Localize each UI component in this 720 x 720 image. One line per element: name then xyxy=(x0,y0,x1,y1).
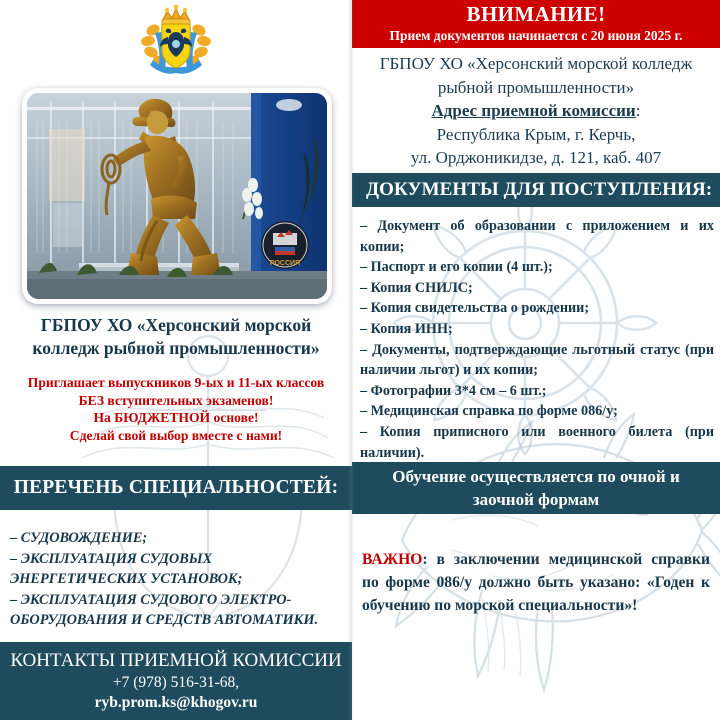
invitation-line: Сделай свой выбор вместе с нами! xyxy=(69,427,283,443)
invitation-block xyxy=(10,374,342,444)
invitation-line: На БЮДЖЕТНОЙ основе! xyxy=(93,410,259,425)
document-item: – Копия приписного или военного билета (при наличии). xyxy=(360,423,714,461)
document-item: – Документ об образовании с приложением и их копии; xyxy=(360,218,714,255)
document-item: – Паспорт и его копии (4 шт.); xyxy=(360,259,553,276)
statue-photo-image xyxy=(27,93,327,299)
attention-banner xyxy=(352,0,720,48)
address-line-2: ул. Орджоникидзе, д. 121, каб. 407 xyxy=(410,148,662,167)
contacts-title: КОНТАКТЫ ПРИЕМНОЙ КОМИССИИ xyxy=(10,650,342,671)
study-forms-bar xyxy=(352,462,720,514)
crown-part xyxy=(162,5,190,24)
document-item: – Копия свидетельства о рождении; xyxy=(360,300,590,317)
contacts-bar xyxy=(0,642,352,720)
statue-photo xyxy=(22,88,332,304)
attention-subtitle: Прием документов начинается с 20 июня 2025 г. xyxy=(389,28,683,43)
specialty-item: – ЭКСПЛУАТАЦИЯ СУДОВОГО ЭЛЕКТРО-ОБОРУДОВАНИЯ И СРЕДСТВ АВТОМАТИКИ. xyxy=(10,591,319,628)
invitation-line: Приглашает выпускников 9-ых и 11-ых классов xyxy=(27,375,325,390)
important-note xyxy=(362,548,710,617)
important-keyword: ВАЖНО xyxy=(362,551,423,568)
rossiya-badge-icon xyxy=(261,221,309,269)
specialties-header-bar: ПЕРЕЧЕНЬ СПЕЦИАЛЬНОСТЕЙ: xyxy=(0,466,352,510)
specialty-item: – ЭКСПЛУАТАЦИЯ СУДОВЫХ ЭНЕРГЕТИЧЕСКИХ УСТАНОВОК; xyxy=(10,550,243,587)
college-name: ГБПОУ ХО «Херсонский морской колледж рыбной промышленности» xyxy=(32,315,320,358)
documents-header-bar: ДОКУМЕНТЫ ДЛЯ ПОСТУПЛЕНИЯ: xyxy=(352,173,720,207)
document-item: – Медицинская справка по форме 086/у; xyxy=(360,403,618,420)
contacts-email[interactable]: ryb.prom.ks@khogov.ru xyxy=(94,694,258,711)
study-forms-text xyxy=(392,465,680,511)
study-forms-line-1: Обучение осуществляется по очной и xyxy=(392,467,680,486)
invitation-line: БЕЗ вступительных экзаменов! xyxy=(78,392,274,408)
eagle-shield-part xyxy=(171,39,180,48)
right-column xyxy=(352,0,720,720)
org-line-2: рыбной промышленности» xyxy=(437,77,635,97)
study-forms-line-2: заочной формам xyxy=(472,490,600,509)
address-block xyxy=(360,52,712,170)
attention-title: ВНИМАНИЕ! xyxy=(466,2,606,26)
document-item: – Копия СНИЛС; xyxy=(360,279,473,296)
svg-text:РОССИЯ: РОССИЯ xyxy=(269,260,301,267)
address-label: Адрес приемной комиссии xyxy=(431,101,636,120)
document-item: – Фотографии 3*4 см – 6 шт.; xyxy=(360,382,547,399)
documents-ul xyxy=(360,216,714,463)
specialty-item: – СУДОВОЖДЕНИЕ; xyxy=(10,530,148,546)
coat-of-arms-container xyxy=(0,2,352,78)
contacts-phone[interactable]: +7 (978) 516-31-68, xyxy=(112,674,240,691)
document-item: – Копия ИНН; xyxy=(360,320,453,337)
left-column xyxy=(0,0,352,720)
documents-list xyxy=(360,216,714,463)
important-text: : в заключении медицинской справки по форме 086/у должно быть указано: «Годен к обучению по морской специальности»! xyxy=(362,551,710,614)
kherson-oblast-coat-of-arms-icon xyxy=(137,3,215,77)
address-line-1: Республика Крым, г. Керчь, xyxy=(436,124,636,144)
address-label-row xyxy=(360,99,712,123)
specialties-list xyxy=(10,528,346,631)
document-item: – Документы, подтверждающие льготный статус (при наличии льгот) и их копии; xyxy=(360,341,714,379)
address-colon: : xyxy=(635,101,641,120)
org-line-1: ГБПОУ ХО «Херсонский морской колледж xyxy=(379,54,693,73)
